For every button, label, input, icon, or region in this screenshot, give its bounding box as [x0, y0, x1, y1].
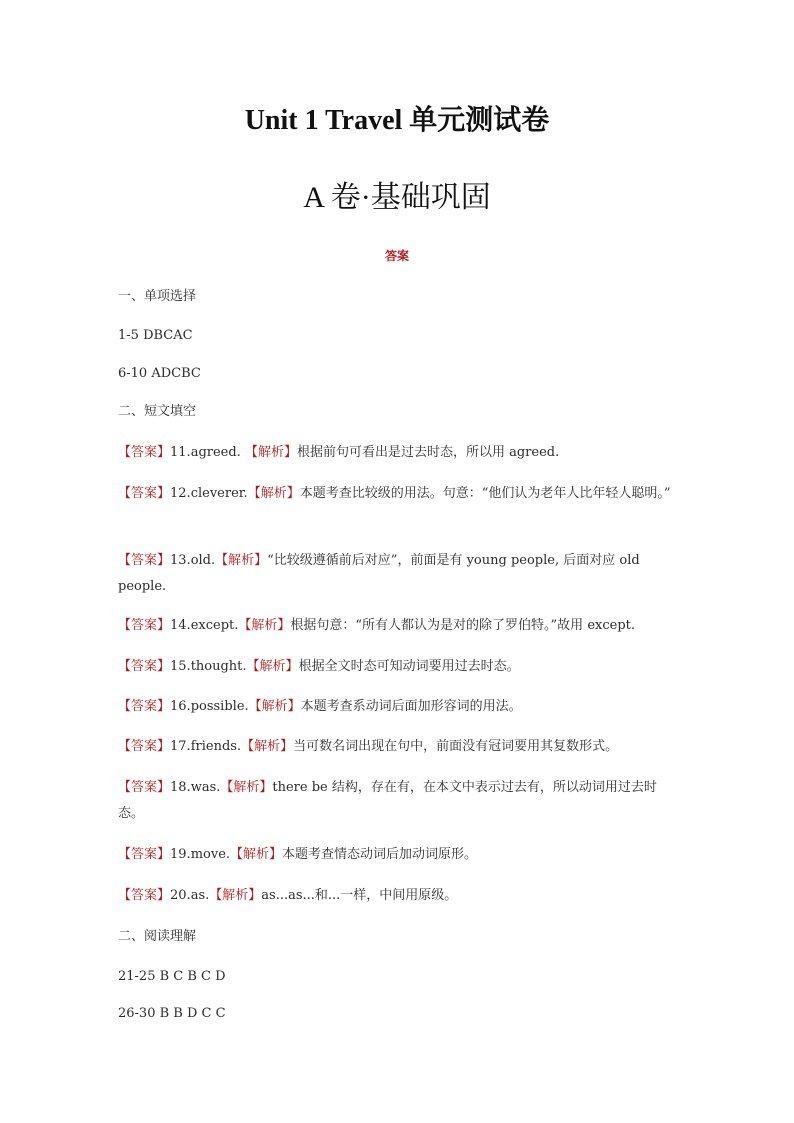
analysis-text: as...as...和...一样，中间用原级。 [261, 888, 458, 903]
analysis-text: 本题考查比较级的用法。句意：“他们认为老年人比年轻人聪明。” [299, 486, 671, 501]
answer-item [118, 694, 678, 720]
section-heading-reading: 二、阅读理解 [118, 929, 197, 944]
answer-value: 14.except. [170, 618, 239, 633]
answer-item [118, 440, 678, 466]
analysis-tag: 【解析】 [230, 847, 283, 862]
answer-item [118, 883, 678, 909]
answer-value: 13.old. [170, 553, 216, 568]
answer-value: 11.agreed. [170, 445, 245, 460]
answer-item [118, 481, 678, 507]
analysis-tag: 【解析】 [248, 699, 301, 714]
answer-item [118, 775, 678, 827]
analysis-text: 根据前句可看出是过去时态，所以用 agreed. [296, 445, 560, 460]
analysis-text: 当可数名词出现在句中，前面没有冠词要用其复数形式。 [293, 739, 619, 754]
answer-heading: 答案 [384, 249, 409, 263]
analysis-text: 根据全文时态可知动词要用过去时态。 [298, 659, 520, 674]
answer-value: 17.friends. [170, 739, 242, 754]
answer-tag: 【答案】 [118, 618, 171, 633]
answer-value: 18.was. [170, 780, 221, 795]
section-heading-fill-blank: 二、短文填空 [118, 404, 197, 419]
answer-item [118, 613, 678, 639]
answer-line: 21-25 B C B C D [118, 969, 226, 984]
document-title: Unit 1 Travel 单元测试卷 [244, 105, 550, 136]
analysis-text: 根据句意：“所有人都认为是对的除了罗伯特。”故用 except. [290, 618, 635, 633]
analysis-text: “比较级遵循前后对应”，前面是有 young people, 后面对应 old people. [118, 553, 640, 594]
answer-item [118, 548, 678, 600]
answer-tag: 【答案】 [118, 486, 171, 501]
section-heading-single-choice: 一、单项选择 [118, 289, 197, 304]
answer-tag: 【答案】 [118, 888, 171, 903]
document-subtitle: A 卷·基础巩固 [303, 181, 491, 214]
analysis-tag: 【解析】 [244, 445, 297, 460]
answer-tag: 【答案】 [118, 699, 171, 714]
analysis-tag: 【解析】 [238, 618, 291, 633]
answer-tag: 【答案】 [118, 780, 171, 795]
answer-item [118, 734, 678, 760]
answer-item [118, 654, 678, 680]
answer-value: 15.thought. [170, 659, 247, 674]
analysis-tag: 【解析】 [220, 780, 273, 795]
answer-tag: 【答案】 [118, 659, 171, 674]
analysis-tag: 【解析】 [247, 486, 300, 501]
answer-value: 19.move. [170, 847, 231, 862]
analysis-text: there be 结构，存在有，在本文中表示过去有，所以动词用过去时态。 [118, 780, 657, 821]
analysis-tag: 【解析】 [246, 659, 299, 674]
answer-item [118, 842, 678, 868]
answer-value: 16.possible. [170, 699, 249, 714]
answer-value: 12.cleverer. [170, 486, 248, 501]
analysis-text: 本题考查系动词后面加形容词的用法。 [300, 699, 522, 714]
answer-line: 1-5 DBCAC [118, 328, 193, 343]
answer-tag: 【答案】 [118, 847, 171, 862]
answer-tag: 【答案】 [118, 739, 171, 754]
answer-value: 20.as. [170, 888, 210, 903]
analysis-tag: 【解析】 [241, 739, 294, 754]
analysis-tag: 【解析】 [209, 888, 262, 903]
answer-line: 26-30 B B D C C [118, 1006, 226, 1021]
analysis-tag: 【解析】 [215, 553, 268, 568]
answer-tag: 【答案】 [118, 445, 171, 460]
answer-tag: 【答案】 [118, 553, 171, 568]
answer-line: 6-10 ADCBC [118, 366, 201, 381]
analysis-text: 本题考查情态动词后加动词原形。 [282, 847, 478, 862]
